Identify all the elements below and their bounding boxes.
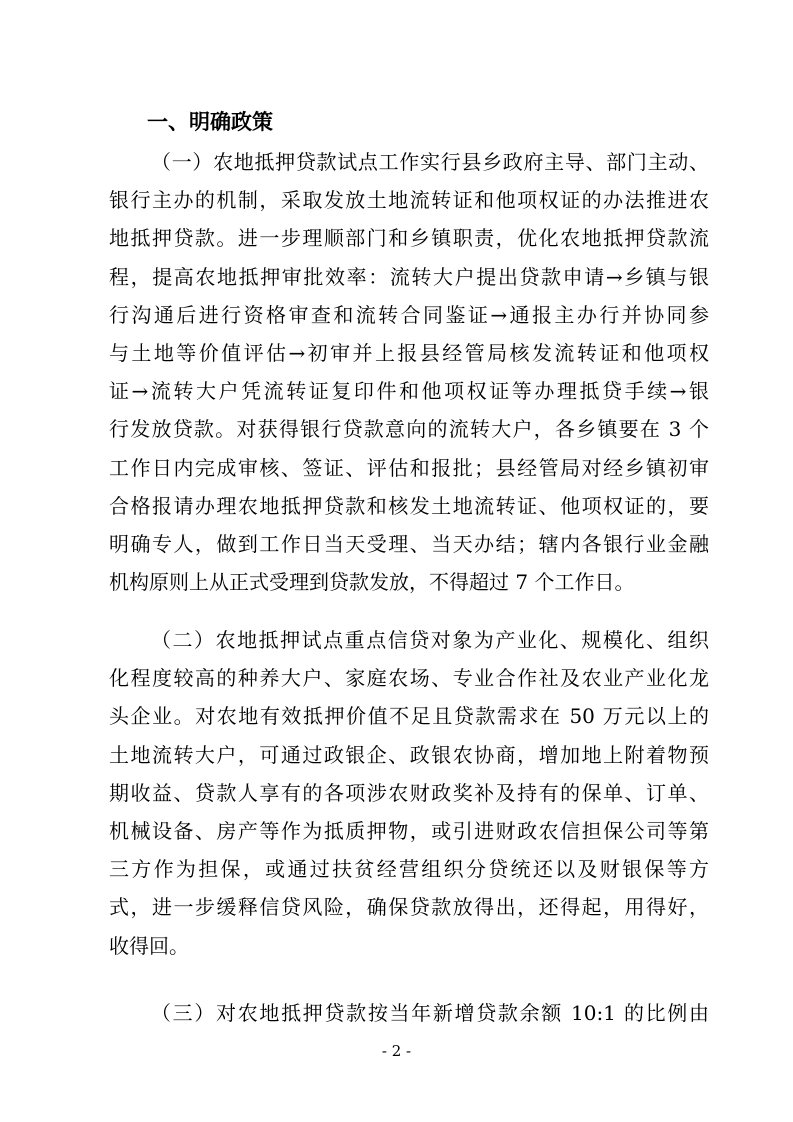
paragraph-line: 证→流转大户凭流转证复印件和他项权证等办理抵贷手续→银 <box>109 379 709 404</box>
paragraph-1 <box>109 143 709 601</box>
paragraph-line: 行沟通后进行资格审查和流转合同鉴证→通报主办行并协同参 <box>109 302 709 327</box>
paragraph-line: （二）农地抵押试点重点信贷对象为产业化、规模化、组织 <box>151 628 709 652</box>
paragraph-line: 收得回。 <box>109 933 189 958</box>
paragraph-line: 机械设备、房产等作为抵质押物，或引进财政农信担保公司等第 <box>109 818 709 843</box>
paragraph-line: 程，提高农地抵押审批效率：流转大户提出贷款申请→乡镇与银 <box>109 264 709 289</box>
paragraph-3 <box>109 994 709 1032</box>
paragraph-line: 合格报请办理农地抵押贷款和核发土地流转证、他项权证的，要 <box>109 493 709 518</box>
page-number: - 2 - <box>381 1042 412 1060</box>
paragraph-line: 行发放贷款。对获得银行贷款意向的流转大户，各乡镇要在 3 个 <box>109 417 709 442</box>
paragraph-line: 式，进一步缓释信贷风险，确保贷款放得出，还得起，用得好， <box>109 895 709 920</box>
paragraph-line: 地抵押贷款。进一步理顺部门和乡镇职责，优化农地抵押贷款流 <box>109 226 709 251</box>
paragraph-line: 与土地等价值评估→初审并上报县经管局核发流转证和他项权 <box>109 340 709 365</box>
paragraph-line: 土地流转大户，可通过政银企、政银农协商，增加地上附着物预 <box>109 742 709 767</box>
paragraph-line: （一）农地抵押贷款试点工作实行县乡政府主导、部门主动、 <box>151 150 709 174</box>
paragraph-line: （三）对农地抵押贷款按当年新增贷款余额 10:1 的比例由 <box>151 1001 709 1025</box>
paragraph-line: 机构原则上从正式受理到贷款发放，不得超过 7 个工作日。 <box>109 570 635 595</box>
paragraph-line: 头企业。对农地有效抵押价值不足且贷款需求在 50 万元以上的 <box>109 704 709 729</box>
paragraph-line: 三方作为担保，或通过扶贫经营组织分贷统还以及财银保等方 <box>109 857 709 882</box>
paragraph-line: 期收益、贷款人享有的各项涉农财政奖补及持有的保单、订单、 <box>109 780 709 805</box>
paragraph-line: 工作日内完成审核、签证、评估和报批；县经管局对经乡镇初审 <box>109 455 709 480</box>
paragraph-line: 化程度较高的种养大户、家庭农场、专业合作社及农业产业化龙 <box>109 666 709 691</box>
paragraph-2 <box>109 621 709 965</box>
paragraph-line: 明确专人，做到工作日当天受理、当天办结；辖内各银行业金融 <box>109 531 709 556</box>
section-heading: 一、明确政策 <box>147 110 273 134</box>
paragraph-line: 银行主办的机制，采取发放土地流转证和他项权证的办法推进农 <box>109 188 709 213</box>
